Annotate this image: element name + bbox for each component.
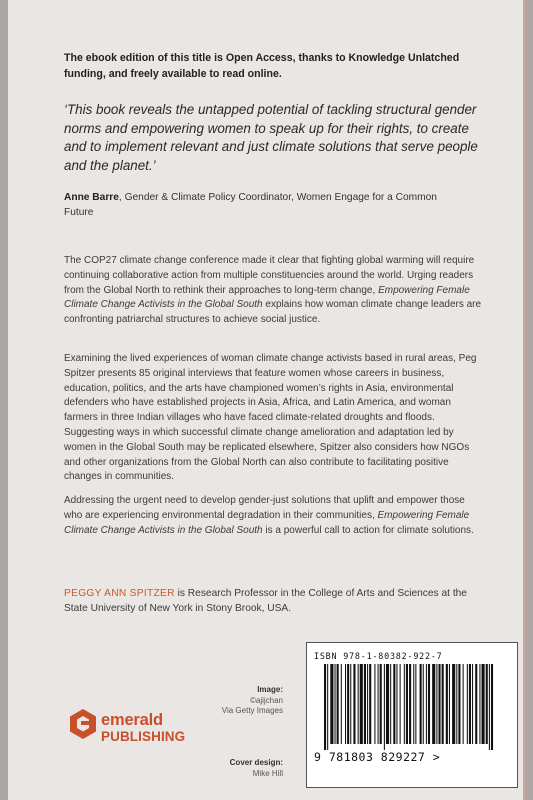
barcode-bar — [360, 664, 363, 744]
author-bio — [64, 586, 484, 616]
barcode-bar — [446, 664, 448, 744]
barcode-bar — [420, 664, 422, 744]
barcode-bar — [456, 664, 457, 744]
barcode-bar — [390, 664, 391, 744]
barcode-bar — [479, 664, 480, 744]
barcode-bar — [350, 664, 351, 744]
barcode-bar — [330, 664, 333, 744]
barcode-bar — [358, 664, 359, 744]
barcode-bar — [475, 664, 477, 744]
barcode-bar — [380, 664, 382, 744]
quote-author-name: Anne Barre — [64, 192, 119, 203]
barcode-bar — [396, 664, 397, 744]
description-paragraph-1 — [64, 254, 484, 328]
author-bio-name: PEGGY ANN SPITZER — [64, 588, 175, 599]
cover-design-credit — [183, 758, 283, 779]
barcode-bar — [378, 664, 379, 744]
emerald-logo-icon — [68, 708, 98, 744]
image-credit — [183, 685, 283, 717]
image-credit-line-1: ©ajijchan — [249, 695, 283, 705]
description-paragraph-2: Examining the lived experiences of woman climate change activists based in rural areas, Peg Spitzer presents 85 original interviews that feature women whose careers in business, education, politics, and the arts have championed women’s rights in Asia, environmental defenders who have established projects in Asia, Africa, and Latin America, and woman farmers in three Indian villages who have faced climate-related droughts and floods. Suggesting ways in which successful climate change amelioration and adaptation led by women in the Global South may be replicated elsewhere, Spitzer also considers how NGOs and other organizations from the Global North can also contribute to facilitating positive changes in communities. — [64, 353, 477, 483]
barcode-bar — [449, 664, 450, 744]
barcode-bar — [337, 664, 339, 744]
barcode-bar — [341, 664, 342, 744]
p3-text-b: is a powerful call to action for climate solutions. — [262, 524, 474, 536]
barcode-bar — [438, 664, 440, 744]
logo-word-emerald: emerald — [101, 711, 163, 729]
barcode-bar — [423, 664, 424, 744]
isbn-label: ISBN 978-1-80382-922-7 — [314, 651, 443, 661]
barcode-bar — [353, 664, 355, 744]
barcode-bar — [489, 664, 490, 750]
barcode-bar — [415, 664, 416, 744]
barcode-bar — [472, 664, 473, 744]
barcode-bar — [367, 664, 368, 744]
barcode-bar — [428, 664, 430, 744]
barcode-bar — [369, 664, 371, 744]
barcode-bar — [486, 664, 488, 744]
barcode-bar — [463, 664, 464, 744]
barcode-bar — [482, 664, 485, 744]
author-bio-text: is Research Professor in the College of Arts and Sciences at the State University of New York in Stony Brook, USA. — [64, 588, 467, 614]
barcode-bar — [374, 664, 375, 744]
barcode-bar — [324, 664, 326, 750]
barcode-bar — [436, 664, 437, 744]
barcode-bar — [452, 664, 455, 744]
barcode-bar — [413, 664, 414, 744]
barcode-bar — [400, 664, 401, 744]
barcode-bar — [458, 664, 460, 744]
p3-book-title: Empowering Female Climate Change Activists in the Global South — [64, 509, 470, 536]
quote-attribution — [64, 190, 444, 220]
cover-design-name: Mike Hill — [252, 768, 283, 778]
endorsement-quote: ‘This book reveals the untapped potential of tackling structural gender norms and empowering women to speak up for their rights, to create and to implement relevant and just climate solutions that serve people and the planet.’ — [64, 102, 478, 173]
barcode-bar — [335, 664, 336, 744]
open-access-note: The ebook edition of this title is Open Access, thanks to Knowledge Unlatched funding, and freely available to read online. — [64, 52, 460, 80]
quote-author-title: , Gender & Climate Policy Coordinator, Women Engage for a Common Future — [64, 192, 437, 218]
p3-text-a: Addressing the urgent need to develop gender-just solutions that uplift and empower those who are experiencing environmental degradation in their communities, — [64, 495, 465, 521]
p1-text-b: explains how woman climate change leaders are confronting patriarchal structures to achieve social justice. — [64, 299, 482, 326]
barcode-bar — [393, 664, 395, 744]
barcode-bar — [406, 664, 408, 744]
barcode-bar — [404, 664, 405, 744]
barcode-bar — [347, 664, 349, 744]
image-credit-label: Image: — [257, 685, 283, 694]
barcode-bar — [469, 664, 471, 744]
barcode-bar — [345, 664, 346, 744]
barcode-bars — [320, 664, 500, 750]
barcode-digits: 9 781803 829227 > — [314, 750, 441, 764]
barcode-bar — [384, 664, 385, 750]
p1-book-title: Empowering Female Climate Change Activists in the Global South — [64, 284, 470, 311]
barcode-bar — [386, 664, 389, 744]
barcode-bar — [409, 664, 411, 744]
image-credit-line-2: Via Getty Images — [221, 706, 283, 715]
cover-design-label: Cover design: — [229, 758, 283, 767]
description-paragraph-3 — [64, 494, 484, 538]
barcode-bar — [442, 664, 444, 744]
back-cover — [8, 0, 523, 800]
barcode-bar — [491, 664, 493, 750]
barcode-bar — [467, 664, 468, 744]
barcode-bar — [426, 664, 427, 744]
barcode-bar — [432, 664, 435, 744]
barcode-bar — [327, 664, 328, 750]
logo-word-publishing: PUBLISHING — [101, 729, 186, 744]
p1-text-a: The COP27 climate change conference made it clear that fighting global warming will require continuing collaborative action from multiple constituencies around the world. Urging readers from the Global North to rethink their approaches to long-term change, — [64, 255, 475, 296]
barcode-bar — [364, 664, 366, 744]
